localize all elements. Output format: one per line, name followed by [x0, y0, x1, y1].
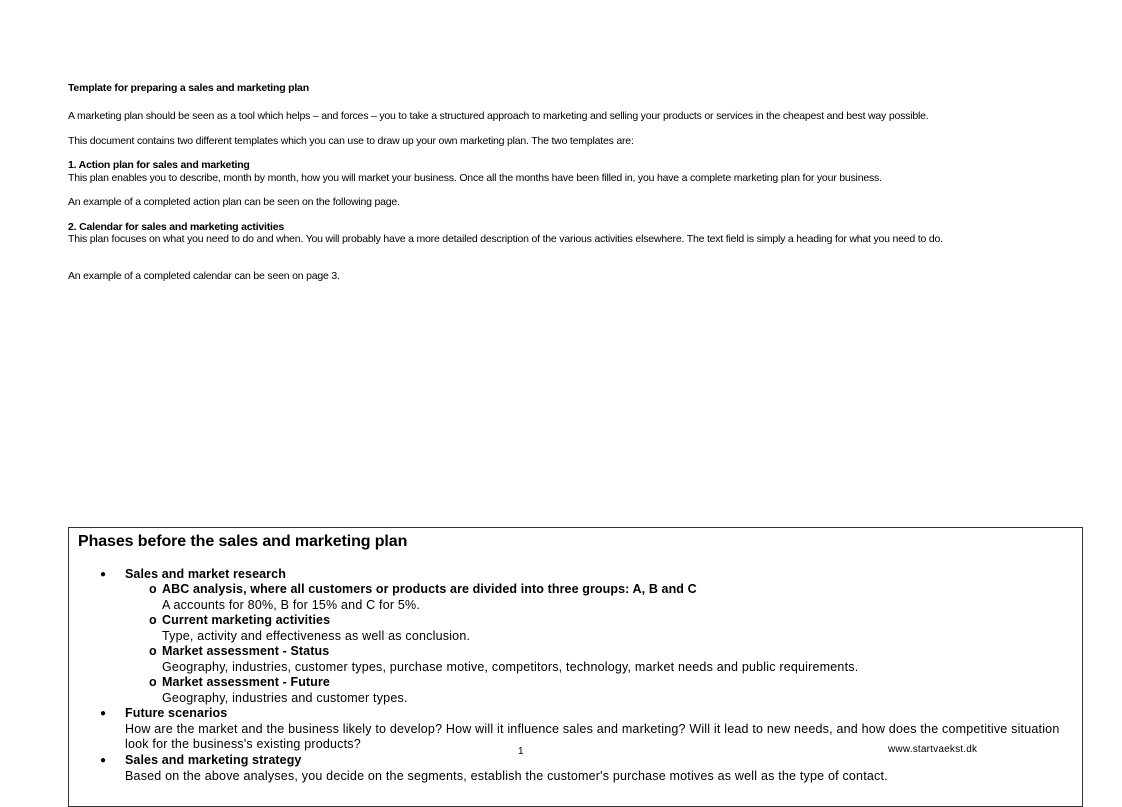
phase-heading: Future scenarios [125, 706, 228, 720]
phase-description: How are the market and the business likely to develop? How will it influence sales and marketing? Will it lead to new needs, and how does the competitive situation look for the business's existing products? [125, 721, 1060, 751]
bullet-icon: ● [100, 708, 107, 719]
subitem-heading: ABC analysis, where all customers or products are divided into three groups: A, B and C [162, 582, 697, 596]
subitem-market-status [149, 644, 1062, 675]
circle-bullet-icon: o [149, 582, 157, 596]
phases-title: Phases before the sales and marketing plan [78, 533, 408, 550]
section1-body: This plan enables you to describe, month by month, how you will market your business. Once all the months have been filled in, you have a complete marketing plan for your business. [68, 172, 882, 184]
subitem-market-future [149, 675, 1062, 706]
phase-heading: Sales and market research [125, 567, 286, 581]
phase-item-strategy [100, 753, 1065, 784]
section1-example-note: An example of a completed action plan can be seen on the following page. [68, 196, 400, 208]
intro-paragraph: A marketing plan should be seen as a tool which helps – and forces – you to take a structured approach to marketing and selling your products or services in the cheapest and best way possible. [68, 110, 929, 122]
subitem-description: Geography, industries and customer types. [162, 690, 408, 705]
circle-bullet-icon: o [149, 644, 157, 658]
subitem-description: Type, activity and effectiveness as well as conclusion. [162, 628, 471, 643]
phase-description: Based on the above analyses, you decide on the segments, establish the customer's purchase motives as well as the type of contact. [125, 768, 888, 783]
subitem-heading: Current marketing activities [162, 613, 331, 627]
phase-item-sales-market-research [100, 567, 1065, 583]
bullet-icon: ● [100, 569, 107, 580]
templates-intro-paragraph: This document contains two different templates which you can use to draw up your own marketing plan. The two templates are: [68, 135, 634, 147]
section2-example-note: An example of a completed calendar can be seen on page 3. [68, 270, 340, 282]
phase-heading: Sales and marketing strategy [125, 753, 302, 767]
subitem-abc-analysis [149, 582, 1062, 613]
subitem-description: Geography, industries, customer types, purchase motive, competitors, technology, market needs and public requirements. [162, 659, 859, 674]
phases-box [68, 527, 1083, 807]
circle-bullet-icon: o [149, 675, 157, 689]
subitem-description: A accounts for 80%, B for 15% and C for 5%. [162, 597, 421, 612]
subitem-current-marketing [149, 613, 1062, 644]
bullet-icon: ● [100, 755, 107, 766]
section2-body: This plan focuses on what you need to do and when. You will probably have a more detailed description of the various activities elsewhere. The text field is simply a heading for what you need to do. [68, 233, 943, 245]
circle-bullet-icon: o [149, 613, 157, 627]
section1-heading: 1. Action plan for sales and marketing [68, 159, 250, 171]
document-title: Template for preparing a sales and marketing plan [68, 82, 309, 94]
page-number: 1 [518, 746, 524, 757]
subitem-heading: Market assessment - Status [162, 644, 330, 658]
footer-website: www.startvaekst.dk [888, 744, 978, 755]
section2-heading: 2. Calendar for sales and marketing activities [68, 221, 285, 233]
subitem-heading: Market assessment - Future [162, 675, 330, 689]
